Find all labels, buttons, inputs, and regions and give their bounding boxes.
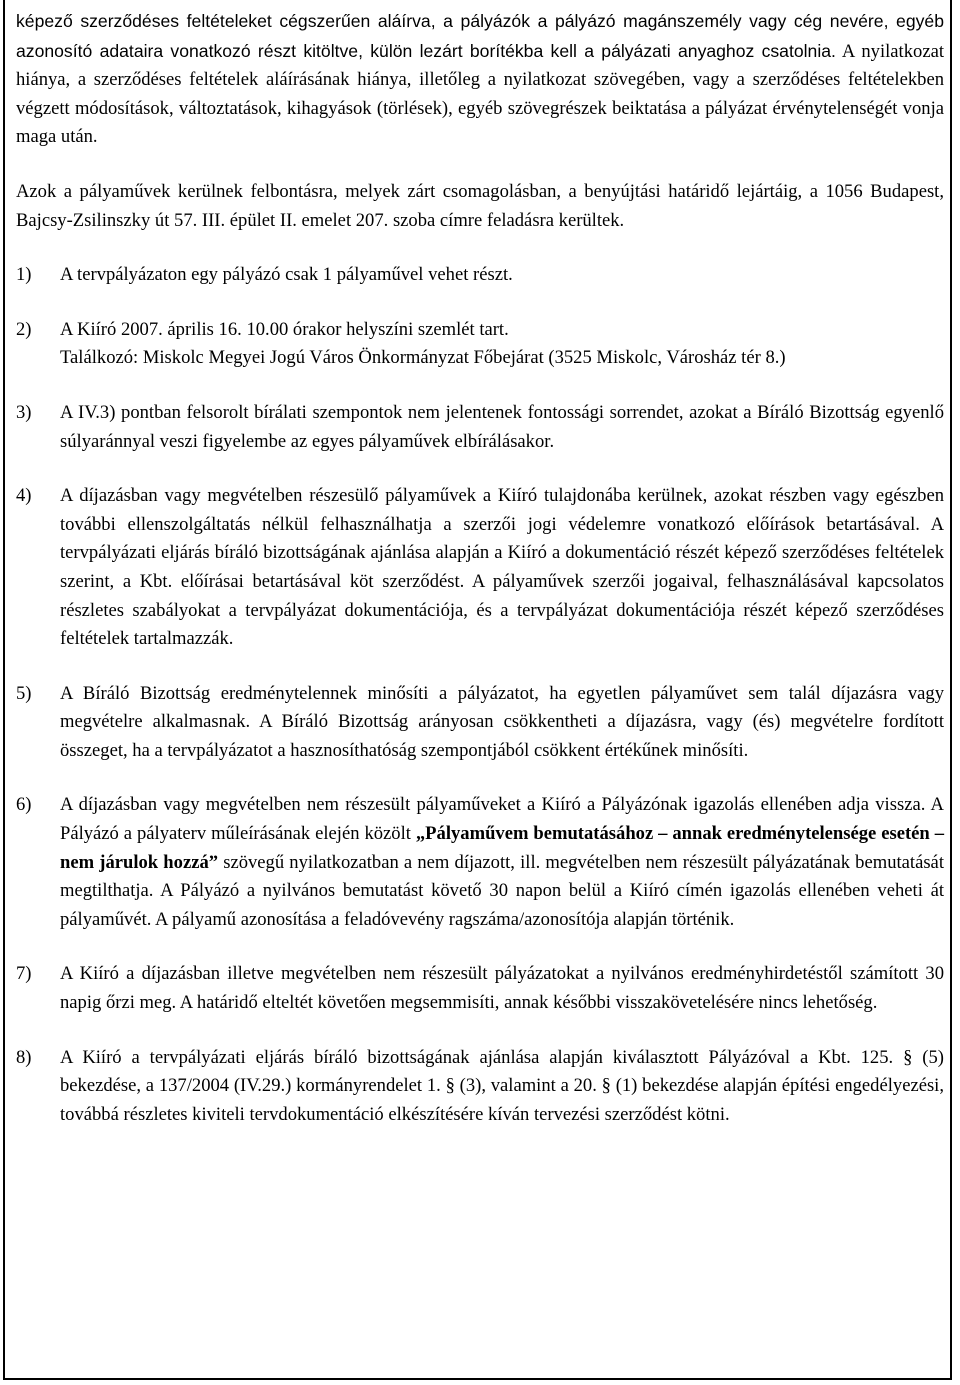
item-text-block (60, 791, 944, 934)
item-text: A Kiíró a tervpályázati eljárás bíráló bizottságának ajánlása alapján kiválasztott Pályázóval a Kbt. 125. § (5) bekezdése, a 137/2004 (IV.29.) kormányrendelet 1. § (3), valamint a 20. § (1) bekezdése alapján építési engedélyezési, továbbá részletes kiviteli tervdokumentáció elkészítésére kíván tervezési szerződést kötni. (60, 1046, 944, 1125)
item-text-block (60, 316, 944, 373)
intro-lead-text: képező szerződéses feltételeket cégszerűen aláírva, a pályázók a pályázó magánszemély vagy cég nevére, egyéb azonosító adataira vonatkozó részt kitöltve, külön lezárt borítékba kell a pályázati anyaghoz csatolnia. (16, 11, 944, 61)
opening-paragraph: Azok a pályaművek kerülnek felbontásra, melyek zárt csomagolásban, a benyújtási határidő lejártáig, a 1056 Budapest, Bajcsy-Zsilinszky út 57. III. épület II. emelet 207. szoba címre feladásra kerültek. (16, 180, 944, 231)
item-number: 8) (16, 1046, 32, 1068)
item-text: A Kiíró 2007. április 16. 10.00 órakor helyszíni szemlét tart. (60, 318, 509, 340)
list-item-8 (16, 1044, 944, 1130)
item-text-before: A díjazásban vagy megvételben nem részesült pályaműveket a Kiíró a Pályázónak igazolás ellenében adja vissza. A Pályázó a pályaterv műleírásának elején közölt (60, 794, 944, 845)
item-number: 7) (16, 963, 32, 985)
item-number: 6) (16, 794, 32, 816)
item-number: 3) (16, 401, 32, 423)
list-item-1 (16, 261, 944, 290)
intro-rest-text: A nyilatkozat hiánya, a szerződéses feltételek aláírásának hiánya, illetőleg a nyilatkozat szövegében, vagy a szerződéses feltételekben végzett módosítások, változtatások, kihagyások (törlések), egyéb szövegrészek beiktatása a pályázat érvénytelenségét vonja maga után. (16, 40, 944, 148)
item-text-meeting: Találkozó: Miskolc Megyei Jogú Város Önkormányzat Főbejárat (3525 Miskolc, Városház tér 8.) (60, 347, 786, 369)
item-number: 5) (16, 682, 32, 704)
document-body (16, 7, 944, 1129)
item-text-bold-quote: „Pályaművem bemutatásához – annak eredménytelensége esetén – nem járulok hozzá” (60, 823, 944, 873)
item-number: 2) (16, 318, 32, 340)
item-text: A díjazásban vagy megvételben részesülő pályaművek a Kiíró tulajdonába kerülnek, azokat részben vagy egészben további ellenszolgáltatás nélkül felhasználhatja a szerzői jogi védelemre vonatkozó előírások betartásával. A tervpályázati eljárás bíráló bizottságának ajánlása alapján a Kiíró a dokumentáció részét képező szerződéses feltételek szerint, a Kbt. előírásai betartásával köt szerződést. A pályaművek szerzői jogaival, felhasználásával kapcsolatos részletes szabályokat a tervpályázat dokumentációja, és a tervpályázat dokumentációja részét képező szerződéses feltételek tartalmazzák. (60, 485, 944, 650)
item-text-after: szövegű nyilatkozatban a nem díjazott, ill. megvételben nem részesült pályázatának bemutatását megtilthatja. A Pályázó a nyilvános bemutatást követő 30 napon belül a Kiíró címén igazolás ellenében veheti át pályaművét. A pályamű azonosítása a feladóvevény ragszáma/azonosítója alapján történik. (60, 851, 944, 930)
item-text: A tervpályázaton egy pályázó csak 1 pályaművel vehet részt. (60, 264, 513, 286)
list-item-3 (16, 399, 944, 456)
list-item-7 (16, 960, 944, 1017)
list-item-4 (16, 482, 944, 654)
item-text: A Kiíró a díjazásban illetve megvételben nem részesült pályázatokat a nyilvános eredményhirdetéstől számított 30 napig őrzi meg. A határidő elteltét követően megsemmisíti, annak későbbi visszakövetelésére nincs lehetőség. (60, 963, 944, 1014)
item-text: A Bíráló Bizottság eredménytelennek minősíti a pályázatot, ha egyetlen pályaművet sem talál díjazásra vagy megvételre alkalmasnak. A Bíráló Bizottság arányosan csökkentheti a díjazásra, vagy (és) megvételre fordított összeget, ha a tervpályázatot a hasznosíthatóság szempontjából csökkent értékűnek minősíti. (60, 682, 944, 761)
item-number: 4) (16, 485, 32, 507)
list-item-5 (16, 680, 944, 766)
item-text: A IV.3) pontban felsorolt bírálati szempontok nem jelentenek fontossági sorrendet, azokat a Bíráló Bizottság egyenlő súlyaránnyal veszi figyelembe az egyes pályaművek elbírálásakor. (60, 401, 944, 452)
list-item-2 (16, 316, 944, 373)
list-item-6 (16, 791, 944, 934)
item-number: 1) (16, 264, 32, 286)
intro-paragraph (16, 7, 944, 152)
